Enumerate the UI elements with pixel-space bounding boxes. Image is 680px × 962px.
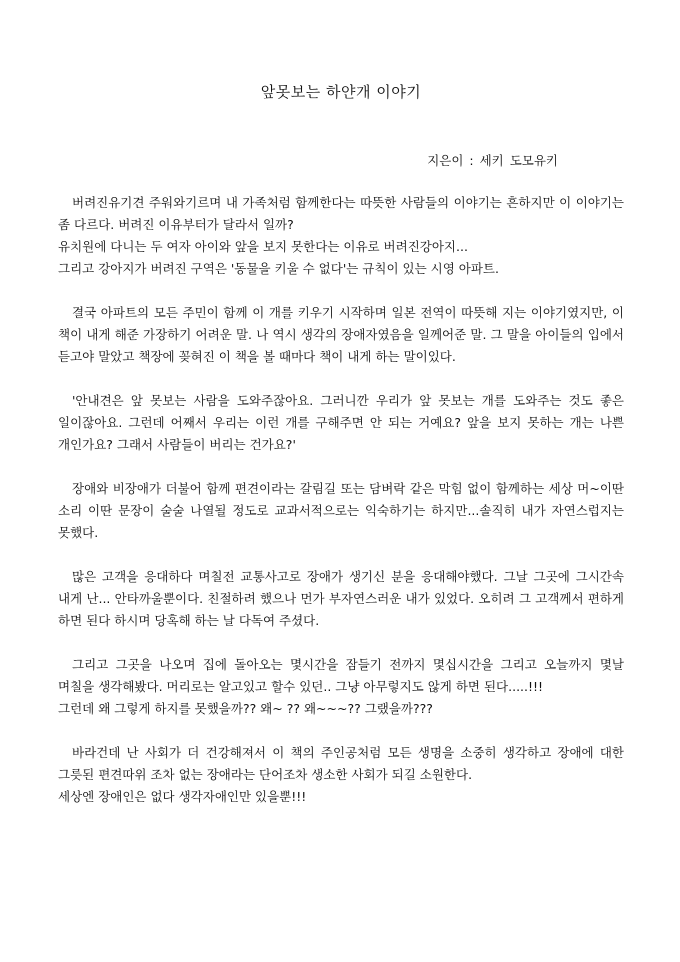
paragraph-line: 그리고 강아지가 버려진 구역은 '동물을 키울 수 없다'는 규칙이 있는 시영 아파트. (58, 261, 499, 276)
paragraph-line: 결국 아파트의 모든 주민이 함께 이 개를 키우기 시작하며 일본 전역이 따뜻해 지는 이야기였지만, 이 책이 내게 해준 가장하기 어려운 말. 나 역시 생각의 장애자였음을 일께어준 말. 그 말을 아이들의 입에서 듣고야 말았고 책장에 꽂혀진 이 책을 볼 때마다 책이 내게 하는 말이있다. (58, 305, 624, 364)
paragraph (58, 566, 624, 632)
paragraph (58, 390, 624, 456)
paragraph (58, 192, 624, 280)
document-title: 앞못보는 하얀개 이야기 (260, 83, 422, 101)
paragraph-line: 장애와 비장애가 더불어 함께 편견이라는 갈림길 또는 담벼락 같은 막힘 없이 함께하는 세상 머~이딴 소리 이딴 문장이 술술 나열될 정도로 교과서적으로는 익숙하기는 하지만...솔직히 내가 자연스럽지는 못했다. (58, 481, 624, 540)
paragraph-line: 바라건데 난 사회가 더 건강해져서 이 책의 주인공처럼 모든 생명을 소중히 생각하고 장애에 대한 그릇된 편견따위 조차 없는 장애라는 단어조차 생소한 사회가 되길 소원한다. (58, 745, 624, 782)
author-line: 지은이 : 세키 도모유키 (427, 153, 558, 168)
paragraph-line: 유치원에 다니는 두 여자 아이와 앞을 보지 못한다는 이유로 버려진강아지... (58, 239, 468, 254)
paragraph (58, 742, 624, 808)
paragraph-line: 그리고 그곳을 나오며 집에 돌아오는 몇시간을 잠들기 전까지 몇십시간을 그리고 오늘까지 몇날 며칠을 생각해봤다. 머리로는 알고있고 할수 있던.. 그냥 아무렇지도 않게 하면 된다.....!!! (58, 657, 624, 694)
paragraph (58, 478, 624, 544)
paragraph-line: 세상엔 장애인은 없다 생각자애인만 있을뿐!!! (58, 789, 307, 804)
paragraph-line: 버려진유기견 주워와기르며 내 가족처럼 함께한다는 따뜻한 사람들의 이야기는 흔하지만 이 이야기는 좀 다르다. 버려진 이유부터가 달라서 일까? (58, 195, 624, 232)
paragraph (58, 654, 624, 720)
paragraph-line: '안내견은 앞 못보는 사람을 도와주잖아요. 그러니깐 우리가 앞 못보는 개를 도와주는 것도 좋은 일이잖아요. 그런데 어째서 우리는 이런 개를 구해주면 안 되는 거예요? 앞을 보지 못하는 개는 나쁜 개인가요? 그래서 사람들이 버리는 건가요?' (58, 393, 624, 452)
paragraph-line: 그런데 왜 그렇게 하지를 못했을까?? 왜~ ?? 왜~~~?? 그랬을까??? (58, 701, 433, 716)
paragraph (58, 302, 624, 368)
document-body (58, 192, 624, 808)
paragraph-line: 많은 고객을 응대하다 며칠전 교통사고로 장애가 생기신 분을 응대해야했다. 그날 그곳에 그시간속 내게 난... 안타까울뿐이다. 친절하려 했으나 먼가 부자연스러운 내가 있었다. 오히려 그 고객께서 편하게 하면 된다 하시며 당혹해 하는 날 다독여 주셨다. (58, 569, 624, 628)
